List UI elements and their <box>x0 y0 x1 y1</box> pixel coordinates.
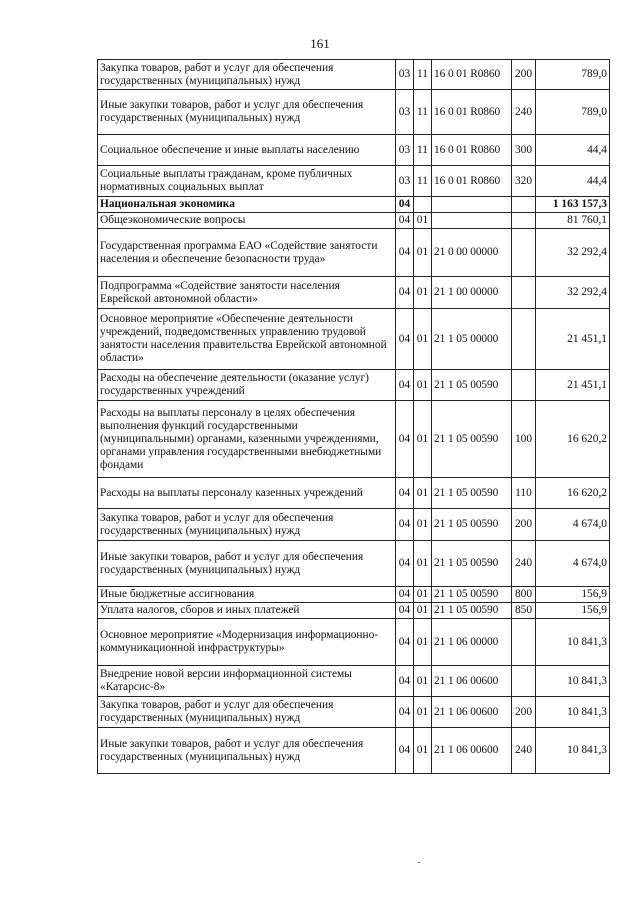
table-row <box>98 697 610 728</box>
row-subsection-code-cell: 11 <box>414 90 432 135</box>
row-expense-type-cell <box>512 197 536 213</box>
row-amount-cell: 156,9 <box>536 603 610 619</box>
row-section-code-cell: 03 <box>396 90 414 135</box>
row-name-cell: Иные закупки товаров, работ и услуг для обеспечения государственных (муниципальных) нужд <box>98 541 396 587</box>
row-expense-type-cell <box>512 229 536 277</box>
row-expense-type-cell: 240 <box>512 728 536 774</box>
row-section-code-cell: 04 <box>396 229 414 277</box>
table-row <box>98 60 610 90</box>
row-amount-cell: 44,4 <box>536 135 610 166</box>
row-subsection-code-cell: 01 <box>414 478 432 509</box>
table-row <box>98 213 610 229</box>
table-row <box>98 401 610 478</box>
row-target-article-cell: 16 0 01 R0860 <box>432 60 512 90</box>
row-subsection-code-cell: 01 <box>414 728 432 774</box>
row-target-article-cell: 21 1 06 00600 <box>432 728 512 774</box>
row-section-code-cell: 03 <box>396 166 414 197</box>
row-expense-type-cell: 850 <box>512 603 536 619</box>
row-subsection-code-cell: 01 <box>414 213 432 229</box>
row-name-cell: Внедрение новой версии информационной системы «Катарсис-8» <box>98 666 396 697</box>
row-expense-type-cell <box>512 309 536 370</box>
table-row <box>98 90 610 135</box>
row-subsection-code-cell: 01 <box>414 229 432 277</box>
row-target-article-cell: 21 1 05 00000 <box>432 309 512 370</box>
row-expense-type-cell: 240 <box>512 541 536 587</box>
row-subsection-code-cell: 01 <box>414 603 432 619</box>
row-subsection-code-cell: 11 <box>414 135 432 166</box>
row-name-cell: Социальные выплаты гражданам, кроме публичных нормативных социальных выплат <box>98 166 396 197</box>
row-amount-cell: 789,0 <box>536 90 610 135</box>
row-section-code-cell: 04 <box>396 401 414 478</box>
table-row <box>98 166 610 197</box>
row-expense-type-cell: 320 <box>512 166 536 197</box>
row-section-code-cell: 04 <box>396 603 414 619</box>
row-target-article-cell <box>432 197 512 213</box>
row-name-cell: Национальная экономика <box>98 197 396 213</box>
row-name-cell: Закупка товаров, работ и услуг для обеспечения государственных (муниципальных) нужд <box>98 509 396 541</box>
table-row <box>98 197 610 213</box>
row-name-cell: Закупка товаров, работ и услуг для обеспечения государственных (муниципальных) нужд <box>98 697 396 728</box>
row-name-cell: Расходы на выплаты персоналу в целях обеспечения выполнения функций государственными (муниципальными) органами, казенными учреждениями, органами управления государственными внебюджетными фондами <box>98 401 396 478</box>
row-amount-cell: 1 163 157,3 <box>536 197 610 213</box>
row-subsection-code-cell: 11 <box>414 60 432 90</box>
row-target-article-cell: 16 0 01 R0860 <box>432 135 512 166</box>
row-expense-type-cell <box>512 277 536 309</box>
row-name-cell: Иные закупки товаров, работ и услуг для обеспечения государственных (муниципальных) нужд <box>98 90 396 135</box>
row-expense-type-cell: 240 <box>512 90 536 135</box>
row-amount-cell: 81 760,1 <box>536 213 610 229</box>
row-subsection-code-cell: 01 <box>414 587 432 603</box>
row-section-code-cell: 04 <box>396 478 414 509</box>
row-expense-type-cell <box>512 619 536 666</box>
row-amount-cell: 10 841,3 <box>536 666 610 697</box>
row-name-cell: Государственная программа ЕАО «Содействие занятости населения и обеспечение безопасности труда» <box>98 229 396 277</box>
table-row <box>98 509 610 541</box>
row-amount-cell: 44,4 <box>536 166 610 197</box>
row-target-article-cell: 21 1 00 00000 <box>432 277 512 309</box>
table-row <box>98 370 610 401</box>
table-row <box>98 603 610 619</box>
row-target-article-cell: 16 0 01 R0860 <box>432 166 512 197</box>
row-section-code-cell: 04 <box>396 619 414 666</box>
row-amount-cell: 16 620,2 <box>536 478 610 509</box>
row-section-code-cell: 03 <box>396 135 414 166</box>
row-expense-type-cell: 300 <box>512 135 536 166</box>
budget-table <box>97 59 610 774</box>
table-row <box>98 587 610 603</box>
row-subsection-code-cell: 01 <box>414 697 432 728</box>
row-expense-type-cell <box>512 370 536 401</box>
row-name-cell: Иные закупки товаров, работ и услуг для обеспечения государственных (муниципальных) нужд <box>98 728 396 774</box>
table-row <box>98 728 610 774</box>
table-row <box>98 229 610 277</box>
row-amount-cell: 4 674,0 <box>536 509 610 541</box>
row-subsection-code-cell: 11 <box>414 166 432 197</box>
row-name-cell: Общеэкономические вопросы <box>98 213 396 229</box>
row-section-code-cell: 04 <box>396 309 414 370</box>
row-target-article-cell: 21 1 05 00590 <box>432 603 512 619</box>
row-amount-cell: 21 451,1 <box>536 309 610 370</box>
row-expense-type-cell: 200 <box>512 60 536 90</box>
row-name-cell: Основное мероприятие «Модернизация информационно-коммуникационной инфраструктуры» <box>98 619 396 666</box>
row-section-code-cell: 04 <box>396 197 414 213</box>
row-expense-type-cell <box>512 666 536 697</box>
table-row <box>98 277 610 309</box>
row-expense-type-cell: 800 <box>512 587 536 603</box>
row-section-code-cell: 04 <box>396 213 414 229</box>
row-amount-cell: 10 841,3 <box>536 728 610 774</box>
row-amount-cell: 32 292,4 <box>536 277 610 309</box>
row-target-article-cell <box>432 213 512 229</box>
row-name-cell: Уплата налогов, сборов и иных платежей <box>98 603 396 619</box>
row-subsection-code-cell: 01 <box>414 619 432 666</box>
row-subsection-code-cell: 01 <box>414 509 432 541</box>
table-row <box>98 541 610 587</box>
row-subsection-code-cell: 01 <box>414 309 432 370</box>
row-target-article-cell: 21 1 05 00590 <box>432 370 512 401</box>
row-amount-cell: 10 841,3 <box>536 619 610 666</box>
table-row <box>98 619 610 666</box>
row-amount-cell: 156,9 <box>536 587 610 603</box>
row-section-code-cell: 04 <box>396 370 414 401</box>
table-row <box>98 666 610 697</box>
row-expense-type-cell: 110 <box>512 478 536 509</box>
row-name-cell: Подпрограмма «Содействие занятости населения Еврейской автономной области» <box>98 277 396 309</box>
row-name-cell: Закупка товаров, работ и услуг для обеспечения государственных (муниципальных) нужд <box>98 60 396 90</box>
row-amount-cell: 4 674,0 <box>536 541 610 587</box>
row-section-code-cell: 04 <box>396 541 414 587</box>
budget-table-body <box>98 60 610 774</box>
row-amount-cell: 789,0 <box>536 60 610 90</box>
row-amount-cell: 32 292,4 <box>536 229 610 277</box>
scan-speck <box>418 862 420 863</box>
row-expense-type-cell: 100 <box>512 401 536 478</box>
row-target-article-cell: 21 1 06 00600 <box>432 666 512 697</box>
table-row <box>98 135 610 166</box>
row-section-code-cell: 03 <box>396 60 414 90</box>
row-subsection-code-cell: 01 <box>414 370 432 401</box>
row-target-article-cell: 21 1 05 00590 <box>432 587 512 603</box>
row-target-article-cell: 21 1 05 00590 <box>432 401 512 478</box>
row-section-code-cell: 04 <box>396 666 414 697</box>
row-amount-cell: 16 620,2 <box>536 401 610 478</box>
row-name-cell: Расходы на выплаты персоналу казенных учреждений <box>98 478 396 509</box>
row-target-article-cell: 21 0 00 00000 <box>432 229 512 277</box>
row-subsection-code-cell <box>414 197 432 213</box>
row-expense-type-cell <box>512 213 536 229</box>
table-row <box>98 309 610 370</box>
row-section-code-cell: 04 <box>396 728 414 774</box>
row-section-code-cell: 04 <box>396 509 414 541</box>
row-target-article-cell: 16 0 01 R0860 <box>432 90 512 135</box>
row-target-article-cell: 21 1 06 00600 <box>432 697 512 728</box>
row-subsection-code-cell: 01 <box>414 401 432 478</box>
row-name-cell: Расходы на обеспечение деятельности (оказание услуг) государственных учреждений <box>98 370 396 401</box>
page-number: 161 <box>310 36 330 51</box>
row-name-cell: Основное мероприятие «Обеспечение деятельности учреждений, подведомственных управлению трудовой занятости населения правительства Еврейской автономной области» <box>98 309 396 370</box>
row-amount-cell: 10 841,3 <box>536 697 610 728</box>
table-row <box>98 478 610 509</box>
row-subsection-code-cell: 01 <box>414 541 432 587</box>
row-subsection-code-cell: 01 <box>414 277 432 309</box>
row-section-code-cell: 04 <box>396 697 414 728</box>
row-target-article-cell: 21 1 05 00590 <box>432 478 512 509</box>
row-target-article-cell: 21 1 05 00590 <box>432 509 512 541</box>
row-target-article-cell: 21 1 06 00000 <box>432 619 512 666</box>
row-name-cell: Иные бюджетные ассигнования <box>98 587 396 603</box>
row-expense-type-cell: 200 <box>512 697 536 728</box>
row-subsection-code-cell: 01 <box>414 666 432 697</box>
row-section-code-cell: 04 <box>396 277 414 309</box>
row-section-code-cell: 04 <box>396 587 414 603</box>
row-target-article-cell: 21 1 05 00590 <box>432 541 512 587</box>
row-name-cell: Социальное обеспечение и иные выплаты населению <box>98 135 396 166</box>
row-amount-cell: 21 451,1 <box>536 370 610 401</box>
row-expense-type-cell: 200 <box>512 509 536 541</box>
